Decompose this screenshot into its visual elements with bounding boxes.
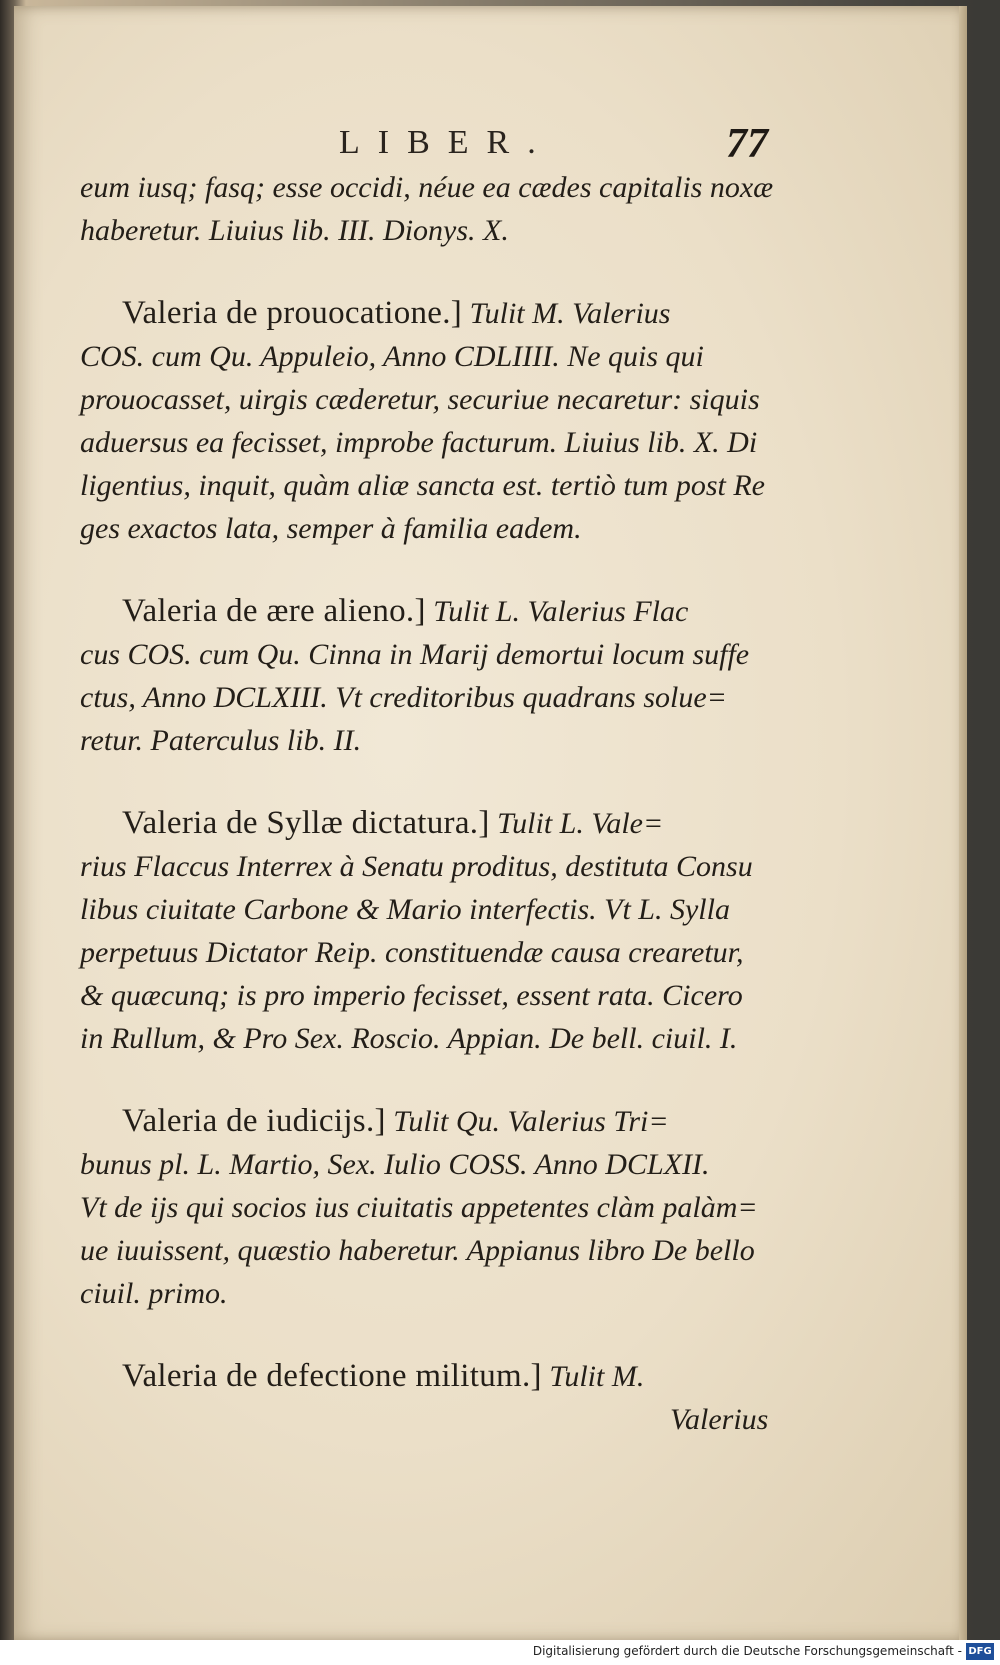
dfg-logo: DFG: [966, 1643, 994, 1660]
entry-first-line: [80, 292, 805, 335]
text-line: COS. cum Qu. Appuleio, Anno CDLIIII. Ne quis qui: [80, 340, 704, 373]
text-line: & quæcunq; is pro imperio fecisset, essent rata. Cicero: [80, 979, 743, 1012]
text-line: ctus, Anno DCLXIII. Vt creditoribus quadrans solue=: [80, 681, 727, 714]
text-line: libus ciuitate Carbone & Mario interfectis. Vt L. Sylla: [80, 893, 730, 926]
text-run: Tulit M. Valerius: [469, 297, 671, 330]
main-text: [80, 166, 805, 1441]
text-line: Vt de ijs qui socios ius ciuitatis appetentes clàm palàm=: [80, 1191, 758, 1224]
text-run: Tulit L. Vale=: [497, 807, 664, 840]
text-line: ciuil. primo.: [80, 1277, 228, 1310]
entry-heading: Valeria de prouocatione.]: [122, 295, 463, 331]
text-run: Tulit L. Valerius Flac: [433, 595, 689, 628]
page-edge: [959, 6, 967, 1641]
text-line: ue iuuissent, quæstio haberetur. Appianus libro De bello: [80, 1234, 755, 1267]
text-line: aduersus ea fecisset, improbe facturum. Liuius lib. X. Di: [80, 426, 758, 459]
text-line: in Rullum, & Pro Sex. Roscio. Appian. De bell. ciuil. I.: [80, 1022, 738, 1055]
entry-heading: Valeria de defectione militum.]: [122, 1358, 542, 1394]
funding-credit: Digitalisierung gefördert durch die Deutsche Forschungsgemeinschaft -: [532, 1644, 962, 1658]
entry-heading: Valeria de iudicijs.]: [122, 1103, 386, 1139]
text-line: eum iusq; fasq; esse occidi, néue ea cædes capitalis noxæ: [80, 171, 774, 204]
text-line: haberetur. Liuius lib. III. Dionys. X.: [80, 214, 509, 247]
entry-first-line: [80, 802, 805, 845]
entry-heading: Valeria de ære alieno.]: [122, 593, 426, 629]
text-run: Tulit M.: [549, 1360, 645, 1393]
digitization-footer: [0, 1640, 1000, 1665]
running-head: LIBER.: [339, 124, 554, 161]
text-line: rius Flaccus Interrex à Senatu proditus, destituta Consu: [80, 850, 753, 883]
text-line: perpetuus Dictator Reip. constituendæ causa crearetur,: [80, 936, 744, 969]
text-run: Tulit Qu. Valerius Tri=: [393, 1105, 669, 1138]
entry-first-line: [80, 590, 805, 633]
text-line: cus COS. cum Qu. Cinna in Marij demortui locum suffe: [80, 638, 750, 671]
text-line: ligentius, inquit, quàm aliæ sancta est. tertiò tum post Re: [80, 469, 765, 502]
text-line: prouocasset, uirgis cæderetur, securiue necaretur: siquis: [80, 383, 760, 416]
page-number: 77: [726, 121, 768, 167]
text-line: ges exactos lata, semper à familia eadem.: [80, 512, 582, 545]
entry-heading: Valeria de Syllæ dictatura.]: [122, 805, 490, 841]
catchword: Valerius: [670, 1403, 769, 1436]
text-line: bunus pl. L. Martio, Sex. Iulio COSS. Anno DCLXII.: [80, 1148, 710, 1181]
page-header: [14, 121, 967, 167]
entry-first-line: [80, 1100, 805, 1143]
entry-first-line: [80, 1355, 805, 1398]
text-line: retur. Paterculus lib. II.: [80, 724, 362, 757]
book-page: [14, 6, 967, 1641]
